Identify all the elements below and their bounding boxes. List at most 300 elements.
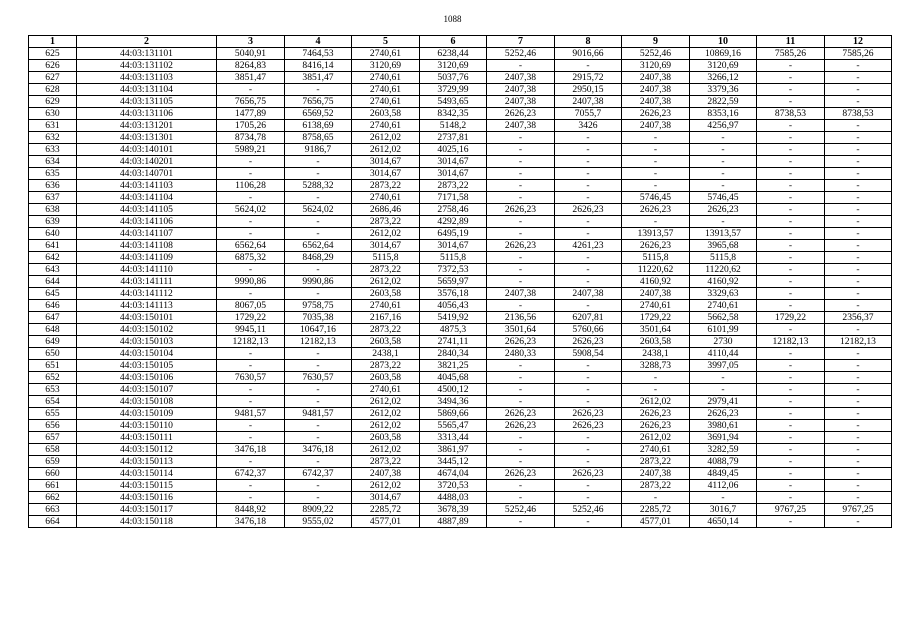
table-cell: 2626,23 [622, 108, 690, 120]
table-cell: 2758,46 [420, 204, 487, 216]
table-cell: 44:03:141111 [77, 276, 217, 288]
table-cell: 3014,67 [420, 240, 487, 252]
table-cell: 7171,58 [420, 192, 487, 204]
table-cell: - [555, 432, 622, 444]
table-cell: 8738,53 [757, 108, 825, 120]
table-cell: - [217, 216, 285, 228]
table-cell: 2873,22 [352, 180, 420, 192]
table-cell: 652 [29, 372, 77, 384]
table-cell: - [487, 360, 555, 372]
table-cell: - [690, 156, 757, 168]
table-cell: 2626,23 [487, 108, 555, 120]
table-cell: - [757, 264, 825, 276]
table-cell: - [825, 456, 892, 468]
table-cell: - [555, 60, 622, 72]
table-cell: 2407,38 [622, 96, 690, 108]
table-cell: - [825, 72, 892, 84]
table-cell: - [217, 84, 285, 96]
table-cell: - [285, 216, 352, 228]
table-cell: 5040,91 [217, 48, 285, 60]
table-cell: 2480,33 [487, 348, 555, 360]
table-cell: 44:03:131102 [77, 60, 217, 72]
table-cell: 3379,36 [690, 84, 757, 96]
table-cell: 9758,75 [285, 300, 352, 312]
table-cell: 9481,57 [217, 408, 285, 420]
table-cell: 2873,22 [352, 264, 420, 276]
table-cell: 4025,16 [420, 144, 487, 156]
table-cell: 44:03:141105 [77, 204, 217, 216]
table-cell: - [487, 480, 555, 492]
table-cell: 6562,64 [217, 240, 285, 252]
table-cell: - [690, 168, 757, 180]
table-cell: 5148,2 [420, 120, 487, 132]
column-header-5: 5 [352, 36, 420, 48]
table-cell: 7630,57 [285, 372, 352, 384]
table-cell: 645 [29, 288, 77, 300]
table-cell: 631 [29, 120, 77, 132]
table-cell: 3980,61 [690, 420, 757, 432]
table-cell: - [757, 408, 825, 420]
table-cell: 2626,23 [487, 420, 555, 432]
table-cell: 1106,28 [217, 180, 285, 192]
table-cell: - [555, 264, 622, 276]
table-row [29, 504, 892, 516]
table-cell: 2740,61 [352, 48, 420, 60]
table-row [29, 360, 892, 372]
table-cell: - [487, 252, 555, 264]
table-cell: 4056,43 [420, 300, 487, 312]
table-cell: 3120,69 [420, 60, 487, 72]
table-cell: 5662,58 [690, 312, 757, 324]
table-cell: - [825, 144, 892, 156]
table-cell: 2407,38 [622, 468, 690, 480]
table-cell: 3965,68 [690, 240, 757, 252]
table-cell: 2612,02 [352, 228, 420, 240]
table-cell: - [285, 168, 352, 180]
table-row [29, 216, 892, 228]
table-cell: 7630,57 [217, 372, 285, 384]
table-cell: - [825, 288, 892, 300]
table-cell: 2407,38 [352, 468, 420, 480]
table-cell: 4650,14 [690, 516, 757, 528]
table-cell: - [487, 372, 555, 384]
table-cell: - [217, 264, 285, 276]
table-cell: 3120,69 [690, 60, 757, 72]
table-cell: 2740,61 [352, 384, 420, 396]
column-header-10: 10 [690, 36, 757, 48]
table-cell: 3014,67 [352, 492, 420, 504]
table-cell: - [757, 456, 825, 468]
table-cell: 5252,46 [487, 504, 555, 516]
table-cell: 9016,66 [555, 48, 622, 60]
table-cell: 644 [29, 276, 77, 288]
table-cell: - [622, 156, 690, 168]
table-row [29, 324, 892, 336]
table-cell: 8468,29 [285, 252, 352, 264]
table-cell: 3445,12 [420, 456, 487, 468]
table-cell: 3729,99 [420, 84, 487, 96]
table-cell: 2626,23 [555, 204, 622, 216]
table-cell: 3014,67 [352, 168, 420, 180]
table-cell: 662 [29, 492, 77, 504]
table-cell: - [757, 156, 825, 168]
table-cell: 44:03:131201 [77, 120, 217, 132]
table-cell: 2915,72 [555, 72, 622, 84]
table-cell: - [217, 288, 285, 300]
table-cell: - [487, 492, 555, 504]
table-cell: 5288,32 [285, 180, 352, 192]
table-cell: - [555, 168, 622, 180]
table-cell: - [487, 384, 555, 396]
table-cell: 664 [29, 516, 77, 528]
table-cell: 2740,61 [352, 72, 420, 84]
table-cell: 657 [29, 432, 77, 444]
column-header-11: 11 [757, 36, 825, 48]
table-cell: - [757, 468, 825, 480]
table-cell: 5252,46 [622, 48, 690, 60]
table-cell: - [825, 240, 892, 252]
table-cell: - [757, 348, 825, 360]
table-cell: 8758,65 [285, 132, 352, 144]
table-cell: - [217, 360, 285, 372]
table-cell: - [555, 252, 622, 264]
table-cell: 44:03:150112 [77, 444, 217, 456]
table-cell: 44:03:131301 [77, 132, 217, 144]
table-cell: - [555, 132, 622, 144]
table-cell: 2603,58 [622, 336, 690, 348]
table-cell: 2873,22 [352, 216, 420, 228]
table-cell: - [825, 468, 892, 480]
table-row [29, 432, 892, 444]
table-row [29, 84, 892, 96]
table-cell: 44:03:150113 [77, 456, 217, 468]
table-cell: 44:03:131103 [77, 72, 217, 84]
table-cell: 2612,02 [352, 144, 420, 156]
column-header-2: 2 [77, 36, 217, 48]
table-cell: - [217, 192, 285, 204]
table-cell: 634 [29, 156, 77, 168]
table-cell: 2407,38 [487, 96, 555, 108]
table-cell: 4674,04 [420, 468, 487, 480]
table-cell: 654 [29, 396, 77, 408]
table-cell: 5115,8 [352, 252, 420, 264]
table-cell: - [487, 192, 555, 204]
table-cell: - [825, 228, 892, 240]
table-cell: 44:03:150109 [77, 408, 217, 420]
table-cell: 6207,81 [555, 312, 622, 324]
table-cell: 8416,14 [285, 60, 352, 72]
table-cell: 2612,02 [352, 420, 420, 432]
table-cell: - [217, 492, 285, 504]
table-cell: 1705,26 [217, 120, 285, 132]
table-cell: 44:03:150105 [77, 360, 217, 372]
table-cell: 5869,66 [420, 408, 487, 420]
table-cell: 6138,69 [285, 120, 352, 132]
table-cell: 44:03:131105 [77, 96, 217, 108]
table-cell: - [757, 60, 825, 72]
table-cell: - [825, 132, 892, 144]
table-cell: 2740,61 [352, 192, 420, 204]
table-cell: 2626,23 [555, 420, 622, 432]
table-cell: 2626,23 [555, 468, 622, 480]
table-cell: 3426 [555, 120, 622, 132]
table-cell: 628 [29, 84, 77, 96]
table-cell: 2626,23 [690, 204, 757, 216]
table-cell: - [825, 432, 892, 444]
table-cell: - [487, 168, 555, 180]
table-cell: - [555, 480, 622, 492]
table-cell: 663 [29, 504, 77, 516]
table-cell: 2407,38 [622, 84, 690, 96]
table-cell: 9186,7 [285, 144, 352, 156]
table-cell: 640 [29, 228, 77, 240]
table-cell: 2873,22 [352, 324, 420, 336]
table-cell: 2603,58 [352, 372, 420, 384]
table-cell: 7656,75 [217, 96, 285, 108]
table-cell: 647 [29, 312, 77, 324]
table-cell: - [690, 132, 757, 144]
table-cell: 4577,01 [352, 516, 420, 528]
table-cell: 2740,61 [690, 300, 757, 312]
table-cell: - [757, 192, 825, 204]
table-cell: - [757, 168, 825, 180]
table-cell: 3720,53 [420, 480, 487, 492]
table-cell: - [757, 72, 825, 84]
table-cell: - [757, 96, 825, 108]
data-table [28, 35, 892, 528]
table-cell: 3476,18 [285, 444, 352, 456]
table-cell: 2740,61 [622, 300, 690, 312]
table-cell: 44:03:141110 [77, 264, 217, 276]
table-cell: 44:03:131104 [77, 84, 217, 96]
table-cell: - [825, 216, 892, 228]
table-cell: 44:03:140101 [77, 144, 217, 156]
table-cell: 1729,22 [217, 312, 285, 324]
table-cell: - [825, 372, 892, 384]
table-cell: 4045,68 [420, 372, 487, 384]
table-row [29, 180, 892, 192]
table-cell: 7656,75 [285, 96, 352, 108]
table-cell: 661 [29, 480, 77, 492]
table-cell: 8734,78 [217, 132, 285, 144]
table-cell: - [487, 144, 555, 156]
table-cell: - [757, 420, 825, 432]
table-cell: 3576,18 [420, 288, 487, 300]
table-cell: - [825, 264, 892, 276]
table-cell: 6562,64 [285, 240, 352, 252]
table-cell: 2285,72 [352, 504, 420, 516]
table-cell: 2626,23 [622, 204, 690, 216]
table-row [29, 492, 892, 504]
table-cell: - [487, 444, 555, 456]
table-cell: 5252,46 [555, 504, 622, 516]
table-cell: - [825, 384, 892, 396]
table-cell: 6875,32 [217, 252, 285, 264]
table-cell: 639 [29, 216, 77, 228]
table-cell: - [825, 360, 892, 372]
table-cell: - [555, 492, 622, 504]
table-cell: 3501,64 [487, 324, 555, 336]
table-cell: - [285, 420, 352, 432]
table-cell: 44:03:150104 [77, 348, 217, 360]
table-cell: - [487, 456, 555, 468]
table-cell: 5565,47 [420, 420, 487, 432]
table-cell: 2603,58 [352, 432, 420, 444]
table-cell: 3476,18 [217, 516, 285, 528]
table-cell: 2626,23 [690, 408, 757, 420]
table-cell: 44:03:141106 [77, 216, 217, 228]
table-cell: 1729,22 [622, 312, 690, 324]
table-cell: 9767,25 [825, 504, 892, 516]
table-cell: 9945,11 [217, 324, 285, 336]
table-cell: - [285, 384, 352, 396]
table-cell: 5115,8 [690, 252, 757, 264]
table-cell: 4160,92 [690, 276, 757, 288]
table-cell: 44:03:150102 [77, 324, 217, 336]
table-cell: - [217, 432, 285, 444]
table-cell: 2740,61 [352, 300, 420, 312]
table-cell: - [555, 180, 622, 192]
table-cell: 2407,38 [487, 288, 555, 300]
table-cell: - [757, 432, 825, 444]
table-cell: 8067,05 [217, 300, 285, 312]
table-cell: - [757, 204, 825, 216]
table-cell: 626 [29, 60, 77, 72]
table-row [29, 384, 892, 396]
table-cell: 2741,11 [420, 336, 487, 348]
table-cell: 660 [29, 468, 77, 480]
table-cell: 5493,65 [420, 96, 487, 108]
table-cell: - [825, 492, 892, 504]
table-cell: 8264,83 [217, 60, 285, 72]
table-cell: - [757, 240, 825, 252]
table-row [29, 264, 892, 276]
table-cell: 641 [29, 240, 77, 252]
table-cell: 2612,02 [352, 276, 420, 288]
table-cell: - [285, 288, 352, 300]
table-cell: - [487, 264, 555, 276]
table-cell: 3313,44 [420, 432, 487, 444]
table-row [29, 144, 892, 156]
table-cell: 9481,57 [285, 408, 352, 420]
table-cell: - [690, 216, 757, 228]
table-cell: - [757, 216, 825, 228]
table-cell: 2626,23 [487, 336, 555, 348]
table-cell: 12182,13 [757, 336, 825, 348]
table-cell: 7055,7 [555, 108, 622, 120]
table-cell: 2136,56 [487, 312, 555, 324]
column-header-4: 4 [285, 36, 352, 48]
table-cell: 44:03:150111 [77, 432, 217, 444]
table-cell: 12182,13 [217, 336, 285, 348]
table-cell: 642 [29, 252, 77, 264]
table-cell: - [487, 60, 555, 72]
table-cell: - [757, 228, 825, 240]
table-cell: - [825, 192, 892, 204]
table-cell: 4160,92 [622, 276, 690, 288]
table-cell: 632 [29, 132, 77, 144]
table-row [29, 168, 892, 180]
table-cell: - [690, 144, 757, 156]
table-cell: 9990,86 [217, 276, 285, 288]
table-cell: - [757, 180, 825, 192]
table-cell: 2407,38 [555, 96, 622, 108]
table-cell: - [555, 396, 622, 408]
table-cell: - [555, 144, 622, 156]
table-cell: - [285, 480, 352, 492]
table-cell: 44:03:150110 [77, 420, 217, 432]
table-cell: - [757, 120, 825, 132]
table-cell: - [555, 192, 622, 204]
table-cell: - [825, 408, 892, 420]
table-cell: - [217, 480, 285, 492]
table-cell: - [622, 168, 690, 180]
table-cell: 2737,81 [420, 132, 487, 144]
table-cell: - [285, 228, 352, 240]
table-row [29, 456, 892, 468]
table-cell: 2626,23 [487, 468, 555, 480]
table-cell: 44:03:150108 [77, 396, 217, 408]
table-row [29, 420, 892, 432]
table-cell: - [825, 396, 892, 408]
table-cell: - [555, 444, 622, 456]
table-cell: 2740,61 [352, 96, 420, 108]
table-cell: - [825, 276, 892, 288]
table-cell: 8738,53 [825, 108, 892, 120]
table-cell: 3014,67 [352, 240, 420, 252]
table-cell: 44:03:141109 [77, 252, 217, 264]
table-cell: 44:03:150117 [77, 504, 217, 516]
table-cell: - [487, 216, 555, 228]
table-cell: 3494,36 [420, 396, 487, 408]
table-row [29, 204, 892, 216]
table-cell: 13913,57 [622, 228, 690, 240]
table-cell: - [555, 456, 622, 468]
table-cell: 3120,69 [352, 60, 420, 72]
table-cell: - [555, 384, 622, 396]
column-header-8: 8 [555, 36, 622, 48]
table-cell: 2950,15 [555, 84, 622, 96]
table-cell: 5037,76 [420, 72, 487, 84]
table-cell: 2822,59 [690, 96, 757, 108]
table-row [29, 156, 892, 168]
table-cell: - [622, 384, 690, 396]
table-cell: 3282,59 [690, 444, 757, 456]
table-cell: 10647,16 [285, 324, 352, 336]
table-cell: 2730 [690, 336, 757, 348]
table-cell: 44:03:141103 [77, 180, 217, 192]
table-row [29, 276, 892, 288]
table-cell: 9990,86 [285, 276, 352, 288]
table-cell: 629 [29, 96, 77, 108]
table-cell: - [825, 420, 892, 432]
table-cell: - [757, 252, 825, 264]
table-cell: 2612,02 [622, 396, 690, 408]
table-cell: 4500,12 [420, 384, 487, 396]
table-cell: 638 [29, 204, 77, 216]
table-cell: - [757, 372, 825, 384]
table-cell: 2612,02 [352, 408, 420, 420]
table-cell: 5746,45 [690, 192, 757, 204]
table-cell: 2740,61 [352, 84, 420, 96]
table-cell: - [285, 492, 352, 504]
table-cell: - [555, 300, 622, 312]
page-number: 1088 [443, 14, 462, 24]
table-cell: - [622, 216, 690, 228]
table-cell: 2626,23 [487, 204, 555, 216]
table-cell: - [555, 360, 622, 372]
table-cell: 3821,25 [420, 360, 487, 372]
